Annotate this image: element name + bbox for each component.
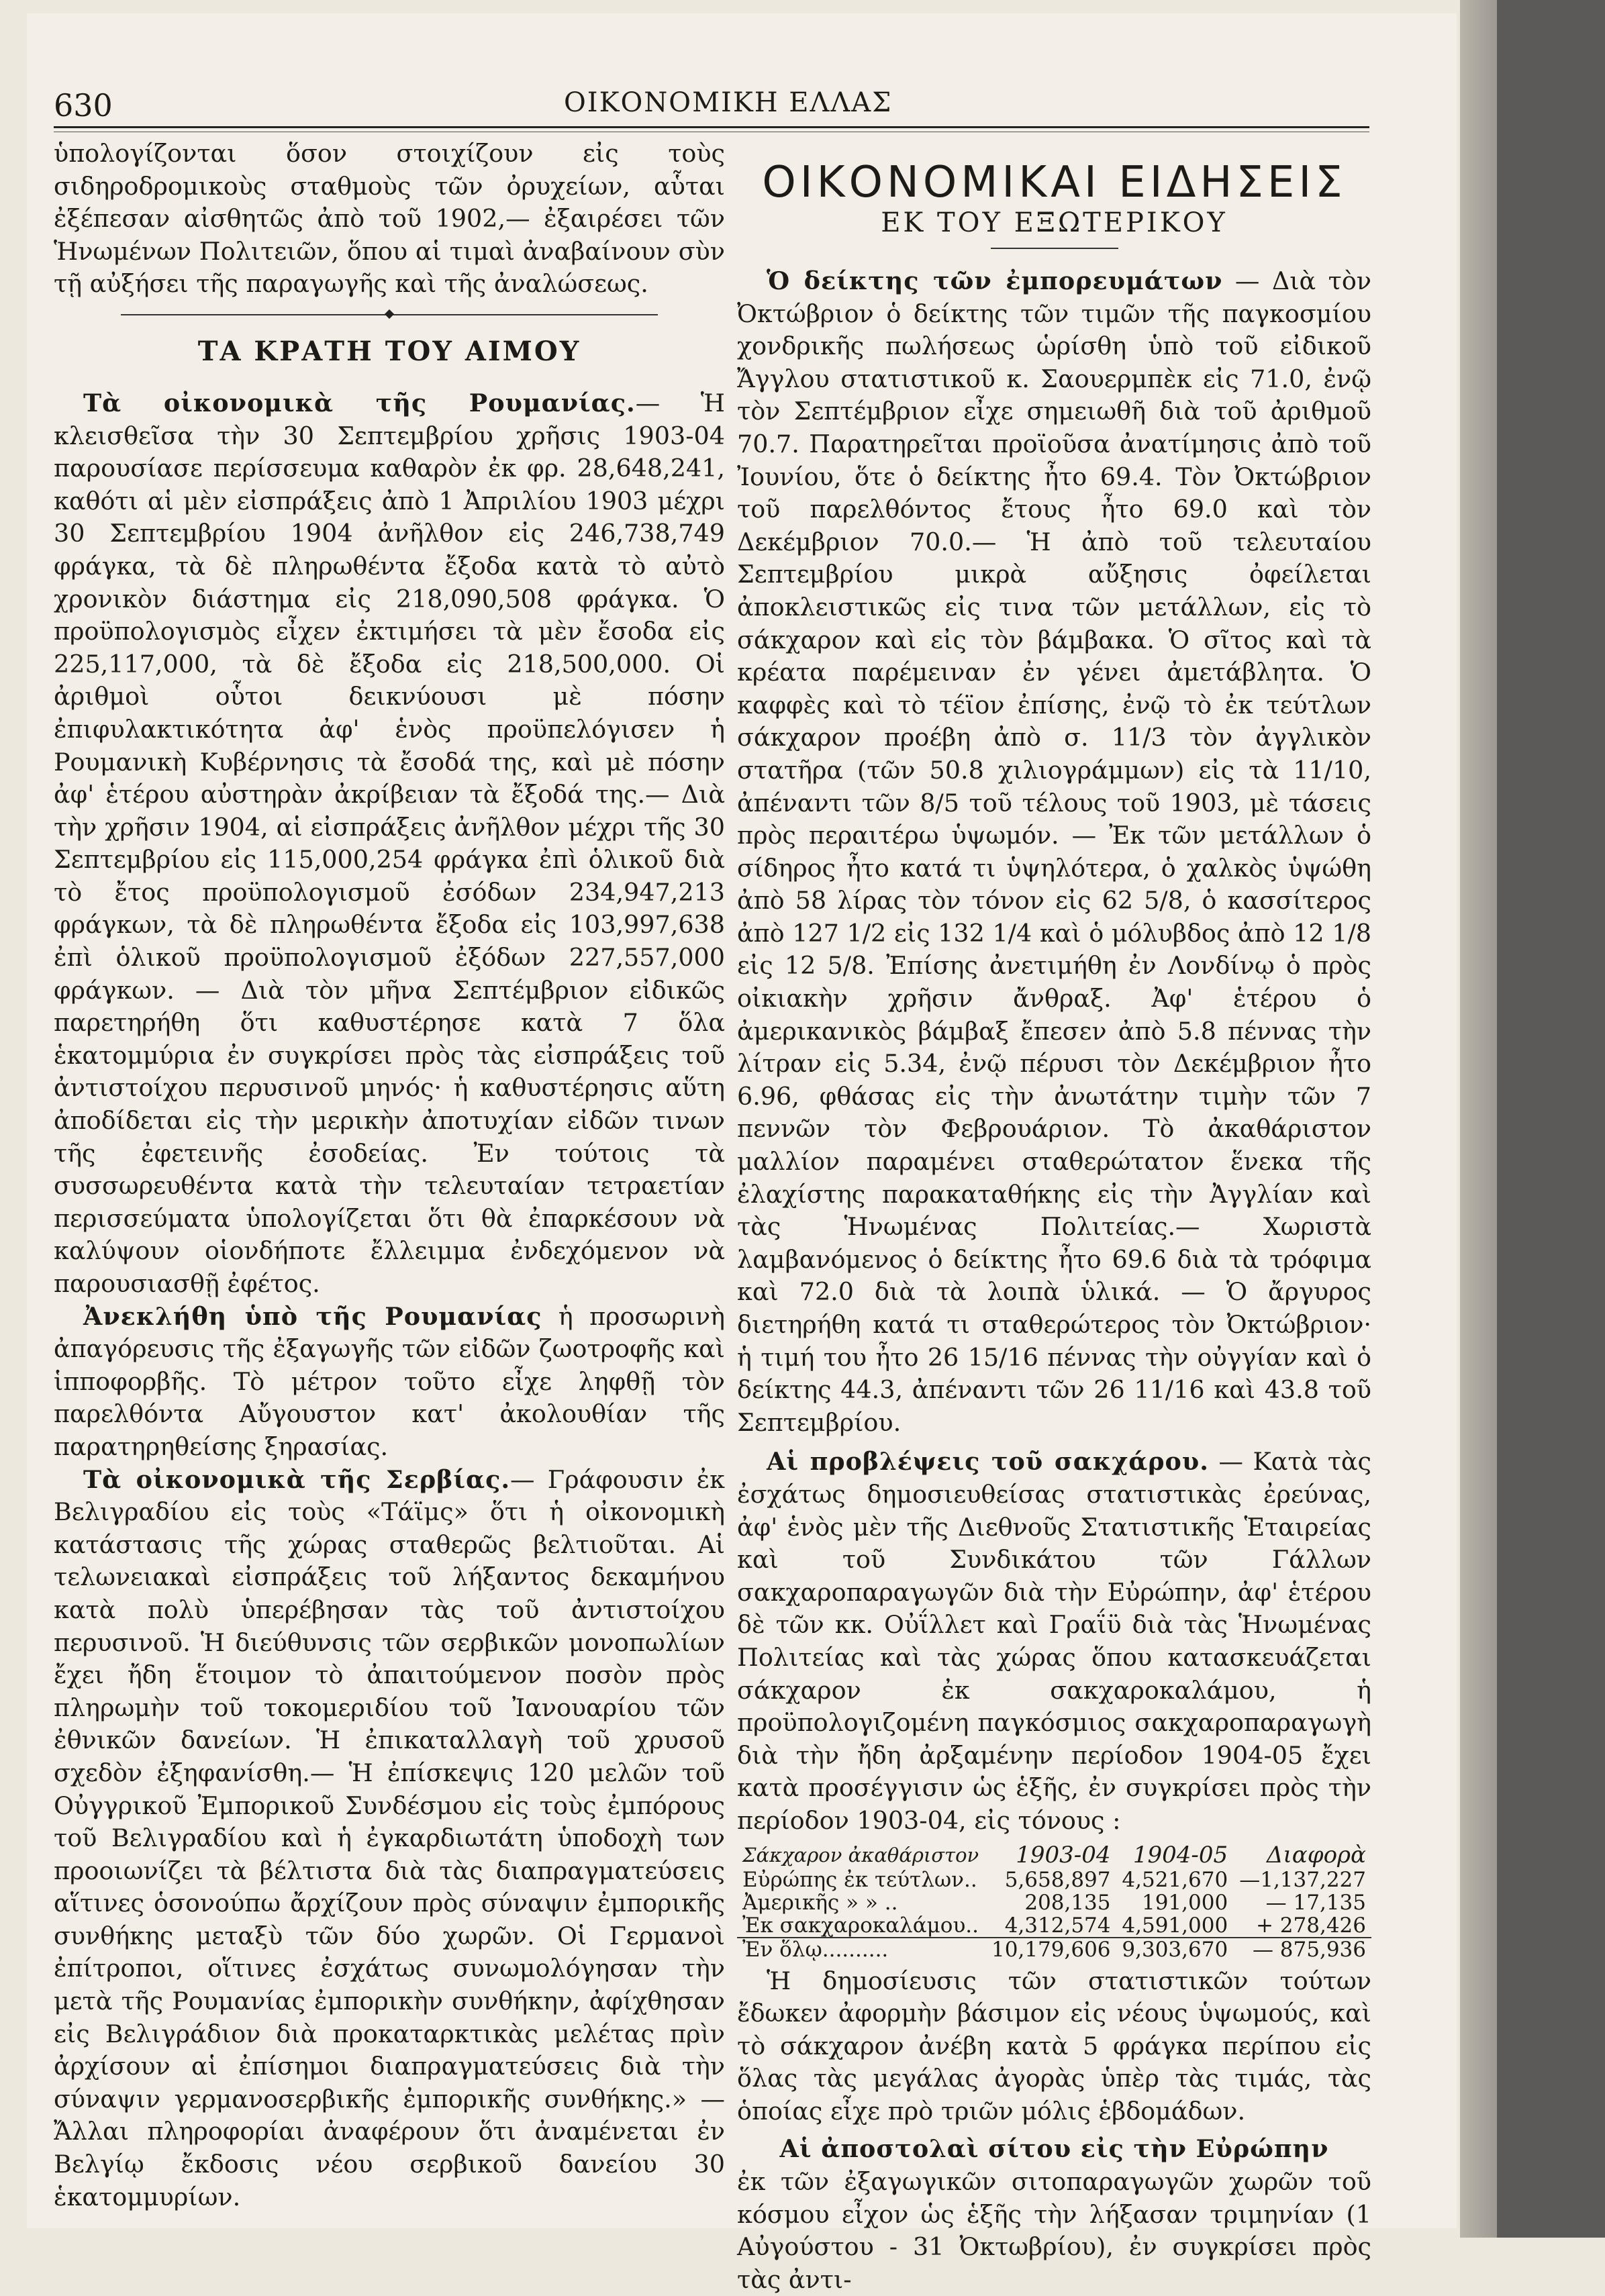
article-lead: Τὰ οἰκονομικὰ τῆς Σερβίας.: [83, 1464, 511, 1494]
column-header: Σάκχαρον ἀκαθάριστον: [742, 1843, 979, 1866]
wheat-shipments-title: Αἱ ἀποστολαὶ σίτου εἰς τὴν Εὐρώπην: [779, 2134, 1329, 2164]
article-lead: Τὰ οἰκονομικὰ τῆς Ρουμανίας.: [83, 388, 636, 417]
table-row: [737, 1914, 1371, 1938]
table-cell: — 875,936: [1233, 1938, 1371, 1961]
table-cell: Ἐκ σακχαροκαλάμου..: [742, 1913, 979, 1938]
table-cell: 208,135: [1024, 1890, 1111, 1915]
article-text: ἡ προσωρινὴ ἀπαγόρευσις τῆς ἐξαγωγῆς τῶν εἰδῶν ζωοτροφῆς καὶ ἱπποφορβῆς. Τὸ μέτρον τοῦτο εἶχε ληφθῇ τὸν παρελθόντα Αὔγουστον κατ' ἀκολουθίαν τῆς παρατηρηθείσης ξηρασίας.: [54, 1301, 725, 1461]
serbia-finances-article: [54, 1464, 725, 2214]
table-cell: 191,000: [1141, 1890, 1228, 1915]
header-rule: [54, 126, 1369, 128]
sugar-production-table: [737, 1842, 1371, 1961]
article-lead: Ὁ δείκτης τῶν ἐμπορευμάτων: [767, 266, 1223, 295]
romania-finances-article: [54, 387, 725, 1301]
wheat-shipments-text: ἐκ τῶν ἐξαγωγικῶν σιτοπαραγωγῶν χωρῶν τοῦ κόσμου εἶχον ὡς ἑξῆς τὴν λήξασαν τριμηνίαν (1 Αὐγούστου - 31 Ὀκτωβρίου), ἐν συγκρίσει πρὸς τὰς ἀντι-: [737, 2167, 1371, 2294]
sub-heading: ΕΚ ΤΟΥ ΕΞΩΤΕΡΙΚΟΥ: [881, 207, 1228, 238]
article-text: — Κατὰ τὰς ἐσχάτως δημοσιευθείσας στατιστικὰς ἐρεύνας, ἀφ' ἑνὸς μὲν τῆς Διεθνοῦς Στατιστικῆς Ἑταιρείας καὶ τοῦ Συνδικάτου τῶν Γάλλων σακχαροπαραγωγῶν διὰ τὴν Εὐρώπην, ἀφ' ἑτέρου δὲ τῶν κκ. Οὐΐλλετ καὶ Γραΐϋ διὰ τὰς Ἡνωμένας Πολιτείας καὶ τὰς χώρας ὅπου κατασκευάζεται σάκχαρον ἐκ σακχαροκαλάμου, ἡ προϋπολογιζομένη παγκόσμιος σακχαροπαραγωγὴ διὰ τὴν ἤδη ἀρξαμένην περίοδον 1904-05 ἔχει κατὰ προσέγγισιν ὡς ἑξῆς, ἐν συγκρίσει πρὸς τὴν περίοδον 1903-04, εἰς τόνους :: [737, 1447, 1371, 1835]
commodity-index-article: [737, 265, 1371, 1439]
romania-ban-article: [54, 1301, 725, 1464]
journal-title: ΟΙΚΟΝΟΜΙΚΗ ΕΛΛΑΣ: [564, 87, 893, 118]
running-head: [54, 87, 1369, 128]
article-text: — Διὰ τὸν Ὀκτώβριον ὁ δείκτης τῶν τιμῶν τῆς παγκοσμίου χονδρικῆς πωλήσεως ὡρίσθη ὑπὸ τοῦ εἰδικοῦ Ἄγγλου στατιστικοῦ κ. Σαουερμπὲκ εἰς 71.0, ἐνῷ τὸν Σεπτέμβριον εἶχε σημειωθῆ διὰ τοῦ ἀριθμοῦ 70.7. Παρατηρεῖται προϊοῦσα ἀνατίμησις ἀπὸ τοῦ Ἰουνίου, ὅτε ὁ δείκτης ἦτο 69.4. Τὸν Ὀκτώβριον τοῦ παρελθόντος ἔτους ἦτο 69.0 καὶ τὸν Δεκέμβριον 70.0.— Ἡ ἀπὸ τοῦ τελευταίου Σεπτεμβρίου μικρὰ αὔξησις ὀφείλεται ἀποκλειστικῶς εἰς τινα τῶν μετάλλων, εἰς τὸ σάκχαρον καὶ εἰς τὸν βάμβακα. Ὁ σῖτος καὶ τὰ κρέατα παρέμειναν ἐν γένει ἀμετάβλητα. Ὁ καφφὲς καὶ τὸ τέϊον ἐπίσης, ἐνῷ τὸ ἐκ τεύτλων σάκχαρον προέβη ἀπὸ σ. 11/3 τὸν ἀγγλικὸν στατῆρα (τῶν 50.8 χιλιογράμμων) εἰς τὰ 11/10, ἀπέναντι τῶν 8/5 τοῦ τέλους τοῦ 1903, μὲ τάσεις πρὸς περαιτέρω ὑψωμόν. — Ἐκ τῶν μετάλλων ὁ σίδηρος ἦτο κατά τι ὑψηλότερα, ὁ χαλκὸς ὑψώθη ἀπὸ 58 λίρας τὸν τόνον εἰς 62 5/8, ὁ κασσίτερος ἀπὸ 127 1/2 εἰς 132 1/4 καὶ ὁ μόλυβδος ἀπὸ 12 1/8 εἰς 12 5/8. Ἐπίσης ἀνετιμήθη ἐν Λονδίνῳ ὁ πρὸς οἰκιακὴν χρῆσιν ἄνθραξ. Ἀφ' ἑτέρου ὁ ἀμερικανικὸς βάμβαξ ἔπεσεν ἀπὸ 5.8 πέννας τὴν λίτραν εἰς 5.34, ἐνῷ πέρυσι τὸν Δεκέμβριον ἦτο 6.96, φθάσας εἰς τὴν ἀνωτάτην τιμὴν τῶν 7 πεννῶν τὸν Φεβρουάριον. Τὸ ἀκαθάριστον μαλλίον παραμένει σταθερώτατον ἕνεκα τῆς ἐλαχίστης παρακαταθήκης εἰς τὴν Ἀγγλίαν καὶ τὰς Ἡνωμένας Πολιτείας.— Χωριστὰ λαμβανόμενος ὁ δείκτης ἦτο 69.6 διὰ τὰ τρόφιμα καὶ 72.0 διὰ τὰ λοιπὰ ὑλικά. — Ὁ ἄργυρος διετηρήθη κατά τι σταθερώτερος τὸν Ὀκτώβριον· ἡ τιμή του ἦτο 26 15/16 πέννας τὴν οὐγγίαν καὶ ὁ δείκτης 44.3, ἀπέναντι τῶν 26 11/16 καὶ 43.8 τοῦ Σεπτεμβρίου.: [737, 266, 1371, 1437]
table-total-row: [737, 1938, 1371, 1961]
scan-background: [1497, 0, 1605, 2238]
section-title: ΤΑ ΚΡΑΤΗ ΤΟΥ ΑΙΜΟΥ: [197, 335, 581, 367]
section-separator: [121, 314, 658, 315]
table-cell: — 17,135: [1265, 1890, 1366, 1915]
table-cell: 4,312,574: [1004, 1913, 1111, 1938]
table-cell: 10,179,606: [985, 1938, 1116, 1961]
column-header: 1903-04: [1016, 1841, 1111, 1868]
intro-paragraph: ὑπολογίζονται ὅσον στοιχίζουν εἰς τοὺς σιδηροδρομικοὺς σταθμοὺς τῶν ὀρυχείων, αὗται ἐξέπεσαν αἰσθητῶς ἀπὸ τοῦ 1902,— ἐξαιρέσει τῶν Ἡνωμένων Πολιτειῶν, ὅπου αἱ τιμαὶ ἀναβαίνουν σὺν τῇ αὐξήσει τῆς παραγωγῆς καὶ τῆς ἀναλώσεως.: [54, 139, 725, 299]
article-lead: Αἱ προβλέψεις τοῦ σακχάρου.: [767, 1447, 1209, 1477]
table-cell: —1,137,227: [1239, 1867, 1366, 1892]
table-cell: 5,658,897: [1004, 1867, 1111, 1892]
table-cell: Ἐν ὅλῳ..........: [737, 1938, 985, 1961]
table-row: [737, 1891, 1371, 1914]
page-number: 630: [54, 87, 113, 123]
table-header-row: [737, 1842, 1371, 1868]
column-header: 1904-05: [1132, 1841, 1228, 1868]
right-column: [737, 138, 1371, 2296]
article-lead: Ἀνεκλήθη ὑπὸ τῆς Ρουμανίας: [83, 1301, 542, 1331]
table-cell: 4,591,000: [1122, 1913, 1228, 1938]
article-text: — Γράφουσιν ἐκ Βελιγραδίου εἰς τοὺς «Τάϊμς» ὅτι ἡ οἰκονομικὴ κατάστασις τῆς χώρας σταθερῶς βελτιοῦται. Αἱ τελωνειακαὶ εἰσπράξεις τοῦ λήξαντος δεκαμήνου κατὰ πολὺ ὑπερέβησαν τὰς τοῦ ἀντιστοίχου περυσινοῦ. Ἡ διεύθυνσις τῶν σερβικῶν μονοπωλίων ἔχει ἤδη ἕτοιμον τὸ ἀπαιτούμενον ποσὸν πρὸς πληρωμὴν τοῦ τοκομεριδίου τοῦ Ἰανουαρίου τῶν ἐθνικῶν δανείων. Ἡ ἐπικαταλλαγὴ τοῦ χρυσοῦ σχεδὸν ἐξηφανίσθη.— Ἡ ἐπίσκεψις 120 μελῶν τοῦ Οὐγγρικοῦ Ἐμπορικοῦ Συνδέσμου εἰς τοὺς ἐμπόρους τοῦ Βελιγραδίου καὶ ἡ ἐγκαρδιωτάτη ὑποδοχὴ των προοιωνίζει τὰ βέλτιστα διὰ τὰς διαπραγματεύσεις αἵτινες ὁσονούπω ἄρχίζουν πρὸς σύναψιν ἐμπορικῆς συνθήκης μεταξὺ τῶν δύο χωρῶν. Οἱ Γερμανοὶ ἐπίτροποι, οἵτινες ἐσχάτως συνωμολόγησαν τὴν μετὰ τῆς Ρουμανίας ἐμπορικὴν συνθήκην, ἀφίχθησαν εἰς Βελιγράδιον διὰ προκαταρκτικὰς μελέτας πρὶν ἀρχίσουν αἱ ἐπίσημοι διαπραγματεύσεις διὰ τὴν σύναψιν γερμανοσερβικῆς ἐμπορικῆς συνθήκης.» — Ἄλλαι πληροφορίαι ἀναφέρουν ὅτι ἀναμένεται ἐν Βελγίῳ ἔκδοσις νέου σερβικοῦ δανείου 30 ἑκατομμυρίων.: [54, 1464, 725, 2211]
column-header: Διαφορὰ: [1266, 1841, 1366, 1868]
table-row: [737, 1868, 1371, 1891]
main-heading: ΟΙΚΟΝΟΜΙΚΑΙ ΕΙΔΗΣΕΙΣ: [762, 158, 1347, 207]
heading-rule: [991, 248, 1118, 249]
table-cell: 9,303,670: [1116, 1938, 1234, 1961]
sugar-followup-paragraph: Ἡ δημοσίευσις τῶν στατιστικῶν τούτων ἔδωκεν ἀφορμὴν βάσιμον εἰς νέους ὑψωμούς, καὶ τὸ σάκχαρον ἀνέβη κατὰ 5 φράγκα περίπου εἰς ὅλας τὰς μεγάλας ἀγορὰς ὑπὲρ τὰς τιμάς, τὰς ὁποίας εἶχε πρὸ τριῶν μόλις ἑβδομάδων.: [737, 1966, 1371, 2126]
sugar-forecast-article: [737, 1446, 1371, 1837]
table-cell: 4,521,670: [1122, 1867, 1228, 1892]
table-cell: Ἀμερικῆς » » ..: [742, 1890, 898, 1915]
table-cell: Εὐρώπης ἐκ τεύτλων..: [742, 1867, 977, 1892]
article-text: — Ἡ κλεισθεῖσα τὴν 30 Σεπτεμβρίου χρῆσις 1903-04 παρουσίασε περίσσευμα καθαρὸν ἐκ φρ. 28,648,241, καθότι αἱ μὲν εἰσπράξεις ἀπὸ 1 Ἀπριλίου 1903 μέχρι 30 Σεπτεμβρίου 1904 ἀνῆλθον εἰς 246,738,749 φράγκα, τὰ δὲ πληρωθέντα ἔξοδα κατὰ τὸ αὐτὸ χρονικὸν διάστημα εἰς 218,090,508 φράγκα. Ὁ προϋπολογισμὸς εἶχεν ἐκτιμήσει τὰ μὲν ἔσοδα εἰς 225,117,000, τὰ δὲ ἔξοδα εἰς 218,500,000. Οἱ ἀριθμοὶ οὗτοι δεικνύουσι μὲ πόσην ἐπιφυλακτικότητα ἀφ' ἑνὸς προϋπελόγισεν ἡ Ρουμανικὴ Κυβέρνησις τὰ ἔσοδά της, καὶ μὲ πόσην ἀφ' ἑτέρου αὐστηρὰν ἀκρίβειαν τὰ ἔξοδά της.— Διὰ τὴν χρῆσιν 1904, αἱ εἰσπράξεις ἀνῆλθον μέχρι τῆς 30 Σεπτεμβρίου εἰς 115,000,254 φράγκα ἐπὶ ὁλικοῦ διὰ τὸ ἔτος προϋπολογισμοῦ ἐσόδων 234,947,213 φράγκων, τὰ δὲ πληρωθέντα ἔξοδα εἰς 103,997,638 ἐπὶ ὁλικοῦ προϋπολογισμοῦ ἐξόδων 227,557,000 φράγκων. — Διὰ τὸν μῆνα Σεπτέμβριον εἰδικῶς παρετηρήθη ὅτι καθυστέρησε κατὰ 7 ὅλα ἑκατομμύρια ἐν συγκρίσει πρὸς τὰς εἰσπράξεις τοῦ ἀντιστοίχου περυσινοῦ μηνός· ἡ καθυστέρησις αὕτη ἀποδίδεται εἰς τὴν μερικὴν ἀποτυχίαν εἰδῶν τινων τῆς ἐφετεινῆς ἐσοδείας. Ἐν τούτοις τὰ συσσωρευθέντα κατὰ τὴν τελευταίαν τετραετίαν περισσεύματα ὑπολογίζεται ὅτι θὰ ἐπαρκέσουν νὰ καλύψουν οἱονδήποτε ἔλλειμμα ἐνδεχόμενον νὰ παρουσιασθῇ ἐφέτος.: [54, 388, 725, 1298]
table-cell: + 278,426: [1255, 1913, 1366, 1938]
separator-ornament-icon: [385, 309, 394, 319]
left-column: [54, 138, 725, 2213]
